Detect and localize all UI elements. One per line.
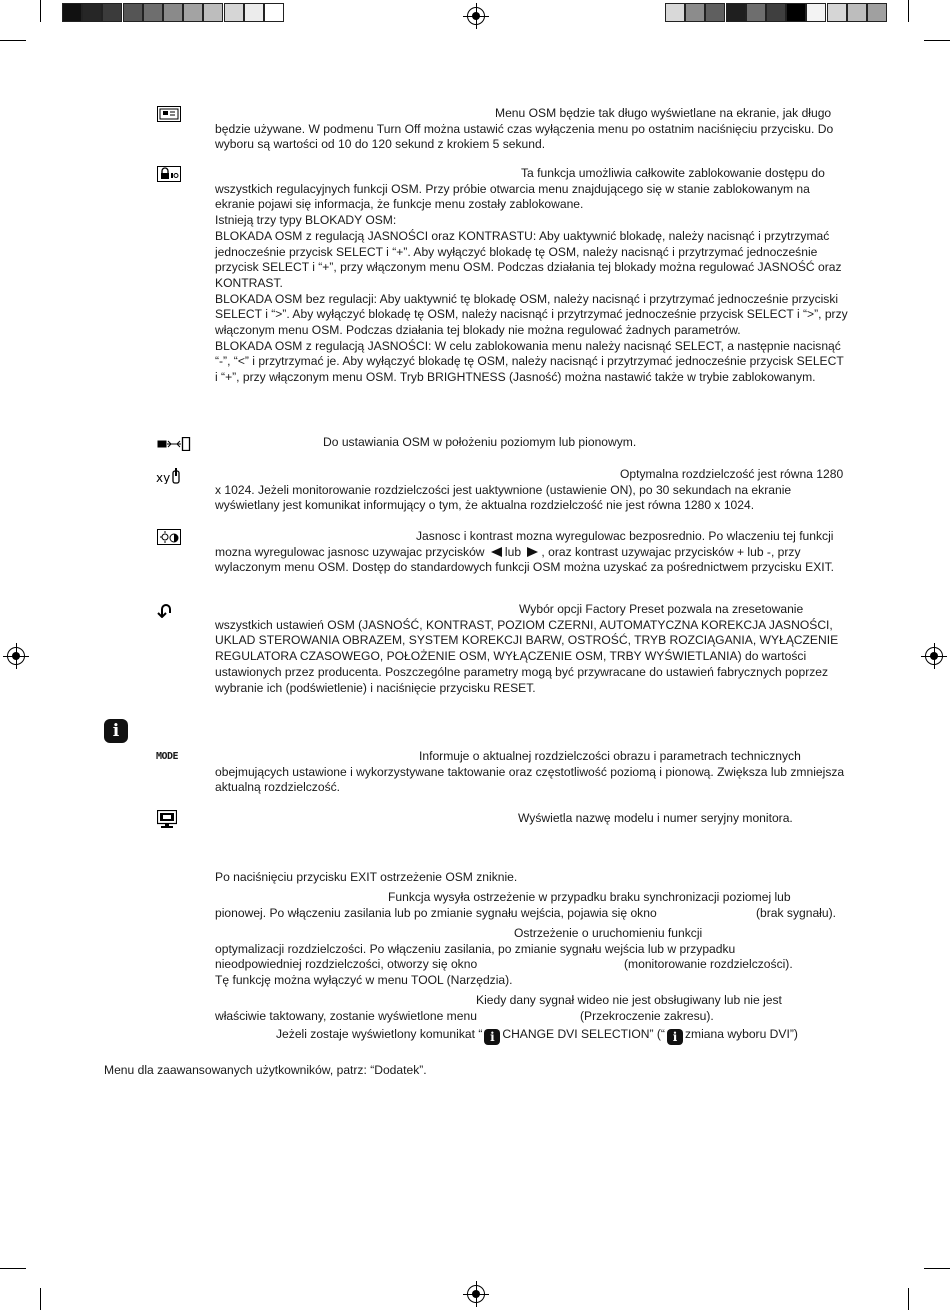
- hot-key-text: [215, 529, 849, 576]
- mode-lead: Informuje o aktualnej rozdzielczości obrazu i parametrach technicznych: [419, 749, 801, 763]
- color-swatch: [203, 3, 223, 22]
- mode-text: [215, 749, 849, 796]
- crop-mark: [924, 40, 950, 41]
- factory-preset-body: wszystkich ustawień OSM (JASNOŚĆ, KONTRAST, POZIOM CZERNI, AUTOMATYCZNA KOREKCJA JASNOŚCI, UKLAD STEROWANIA OBRAZEM, SYSTEM KOREKCJI BARW, OSTROŚĆ, TRYB ROZCIĄGANIA, WYŁĄCZENIE REGULATORA CZASOWEGO, POŁOŻENIE OSM, WYŁĄCZENIE OSM, TRBY WYŚWIETLANIA) do wartości ustawionych przez producenta. Poszczególne parametry mogą być przywracane do ustawień fabrycznych poprzez wybranie ich (podświetlenie) i naciśnięcie przycisku RESET.: [215, 617, 839, 695]
- resolution-notifier-lead: Optymalna rozdzielczość jest równa: [620, 467, 813, 481]
- color-swatch: [183, 3, 203, 22]
- hot-key-body-a: funkcji mozna wyregulowac jasnosc uzywajac przycisków: [215, 529, 834, 559]
- color-swatch: [62, 3, 82, 22]
- osm-lockout-body: do wszystkich regulacyjnych funkcji OSM. Przy próbie otwarcia menu znajdującego się w stanie zablokowanym na ekranie pojawi się informacja, że funkcje menu zostały zablokowane.: [215, 166, 825, 212]
- no-signal-body: pionowej. Po włączeniu zasilania lub po zmianie sygnału wejścia, pojawia się okno: [215, 906, 657, 920]
- dvi-notice-b: CHANGE DVI SELECTION” (“: [502, 1027, 665, 1041]
- factory-preset-lead: Wybór opcji Factory Preset pozwala na zresetowanie: [519, 602, 804, 616]
- osm-position-icon: [157, 437, 191, 451]
- color-swatch: [82, 3, 102, 22]
- color-swatch: [746, 3, 766, 22]
- osm-warning-exit: Po naciśnięciu przycisku EXIT ostrzeżenie OSM zniknie.: [215, 870, 518, 884]
- crop-mark: [0, 1268, 26, 1269]
- monitor-info-text: Wyświetla nazwę modelu i numer seryjny monitora.: [518, 811, 793, 825]
- no-signal-lead: Funkcja wysyła ostrzeżenie w przypadku braku synchronizacji poziomej lub: [388, 890, 791, 904]
- color-swatch: [786, 3, 806, 22]
- crop-mark: [908, 1288, 909, 1310]
- no-signal-tail: (brak sygnału).: [756, 906, 836, 920]
- xy-resolution-icon: [156, 468, 182, 484]
- color-swatch: [766, 3, 786, 22]
- color-swatch: [806, 3, 826, 22]
- monitor-info-icon: [157, 810, 177, 828]
- advanced-menu-footer: Menu dla zaawansowanych użytkowników, patrz: “Dodatek”.: [104, 1063, 427, 1077]
- osm-position-text: Do ustawiania OSM w położeniu poziomym lub pionowym.: [323, 435, 637, 449]
- color-swatch: [143, 3, 163, 22]
- hot-key-body-b: , oraz kontrast uzywajac przycisków + lub -, przy wylaczonym menu OSM. Dostęp do standardowych funkcji OSM można uzyskać za pośrednictwem przycisku EXIT.: [215, 544, 835, 575]
- color-swatch: [726, 3, 746, 22]
- dvi-notice-c: zmiana wyboru DVI”): [684, 1027, 798, 1041]
- crop-mark: [40, 1288, 41, 1310]
- resolution-notice-line4: Tę funkcję można wyłączyć w menu TOOL (Narzędzia).: [215, 973, 513, 987]
- osm-lockout-types: Istnieją trzy typy BLOKADY OSM:: [215, 213, 397, 228]
- crop-mark: [0, 40, 26, 41]
- osm-lockout-type-1: BLOKADA OSM z regulacją JASNOŚCI oraz KONTRASTU: Aby uaktywnić blokadę, należy nacisnąć i przytrzymać jednocześnie przycisk SELECT i “+”. Aby wyłączyć blokadę tę OSM, należy nacisnąć i przytrzymać jednocześnie przycisk SELECT i “+”, przy włączonym menu OSM. Podczas działania tej blokady można regulować JASNOŚĆ oraz KONTRAST.: [215, 228, 842, 290]
- resolution-notice-lead: Ostrzeżenie o uruchomieniu funkcji: [514, 926, 703, 940]
- svg-text:xy: xy: [156, 471, 171, 484]
- crop-mark: [40, 0, 41, 22]
- color-swatch: [264, 3, 284, 22]
- reset-arrow-icon: [157, 602, 175, 618]
- hot-key-lead: Jasnosc i kontrast mozna wyregulowac bezposrednio. Po wlaczeniu tej: [416, 529, 796, 543]
- resolution-notifier-body: 1280 x 1024. Jeżeli monitorowanie rozdzielczości jest uaktywnione (ustawienie ON), po 30 sekundach na ekranie wyświetlany jest komunikat informujący o tym, że aktualna rozdzielczość nie jest równa 1280 x 1024.: [215, 467, 844, 513]
- color-swatch: [685, 3, 705, 22]
- out-of-range-tail: (Przekroczenie zakresu).: [580, 1009, 714, 1023]
- osm-lockout-type-2: BLOKADA OSM bez regulacji: Aby uaktywnić tę blokadę OSM, należy nacisnąć i przytrzymać jednocześnie przyciski SELECT i “>”. Aby wyłączyć blokadę tę OSM, należy nacisnąć i przytrzymać jednocześnie przycisk SELECT i “>”, przy włączonym menu OSM. Podczas działania tej blokady nie można regulować żadnych parametrów.: [215, 291, 848, 338]
- color-swatch: [847, 3, 867, 22]
- resolution-notifier-text: [215, 467, 849, 514]
- resolution-notice-line2: optymalizacji rozdzielczości. Po włączeniu zasilania, po zmianie sygnału wejścia lub w przypadku: [215, 942, 736, 956]
- osm-lockout-lead: Ta funkcja umożliwia całkowite zablokowanie dostępu: [521, 166, 809, 180]
- osm-turnoff-body: długo będzie używane. W podmenu Turn Off można ustawić czas wyłączenia menu po ostatnim naciśnięciu przycisku. Do wyboru są wartości od 10 do 120 sekund z krokiem 5 sekund.: [215, 106, 834, 152]
- mode-body: obejmujących ustawione i wykorzystywane taktowanie oraz częstotliwość poziomą i pionową. Zwiększa lub zmniejsza aktualną rozdzielczość.: [215, 764, 845, 795]
- color-swatch: [102, 3, 122, 22]
- resolution-notice-tail: (monitorowanie rozdzielczości).: [624, 957, 793, 971]
- registration-mark-bottom: [467, 1285, 485, 1303]
- registration-mark-left: [7, 647, 25, 665]
- info-icon: i: [104, 719, 128, 743]
- resolution-notice-line3: nieodpowiedniej rozdzielczości, otworzy się okno: [215, 957, 478, 971]
- mode-icon: MODE: [156, 751, 179, 762]
- color-swatch: [705, 3, 725, 22]
- dvi-selection-notice: [276, 1027, 798, 1045]
- left-arrow-icon: [491, 547, 502, 557]
- dvi-notice-a: Jeżeli zostaje wyświetlony komunikat “: [276, 1027, 483, 1041]
- right-arrow-icon: [527, 547, 538, 557]
- crop-mark: [924, 1268, 950, 1269]
- color-swatch: [224, 3, 244, 22]
- color-swatch: [867, 3, 887, 22]
- color-swatch: [163, 3, 183, 22]
- osm-lockout-text: [215, 166, 849, 386]
- color-swatch: [665, 3, 685, 22]
- factory-preset-text: [215, 602, 849, 696]
- crop-mark: [908, 0, 909, 22]
- info-icon: i: [484, 1029, 500, 1045]
- osm-turnoff-text: [215, 106, 849, 153]
- info-icon: i: [667, 1029, 683, 1045]
- registration-mark-top: [467, 7, 485, 25]
- out-of-range-lead: Kiedy dany sygnał wideo nie jest obsługiwany lub nie jest: [476, 993, 782, 1007]
- osm-turnoff-lead: Menu OSM będzie tak długo wyświetlane na ekranie, jak: [495, 106, 799, 120]
- color-swatch: [244, 3, 264, 22]
- brightness-contrast-icon: [157, 529, 181, 545]
- osm-lockout-type-3: BLOKADA OSM z regulacją JASNOŚCI: W celu zablokowania menu należy nacisnąć SELECT, a następnie nacisnąć “-”, “<” i przytrzymać je. Aby wyłączyć blokadę tę OSM, należy nacisnąć i przytrzymać jednocześnie przycisk SELECT i “+”, przy włączonym menu OSM. Tryb BRIGHTNESS (Jasność) można nastawić także w trybie zablokowanym.: [215, 338, 844, 385]
- lock-icon: [157, 166, 181, 182]
- out-of-range-line2: właściwie taktowany, zostanie wyświetlone menu: [215, 1009, 477, 1023]
- osm-turnoff-icon: [157, 106, 181, 122]
- registration-mark-right: [925, 647, 943, 665]
- hot-key-lub: lub: [504, 544, 522, 559]
- color-swatch: [827, 3, 847, 22]
- color-swatch: [123, 3, 143, 22]
